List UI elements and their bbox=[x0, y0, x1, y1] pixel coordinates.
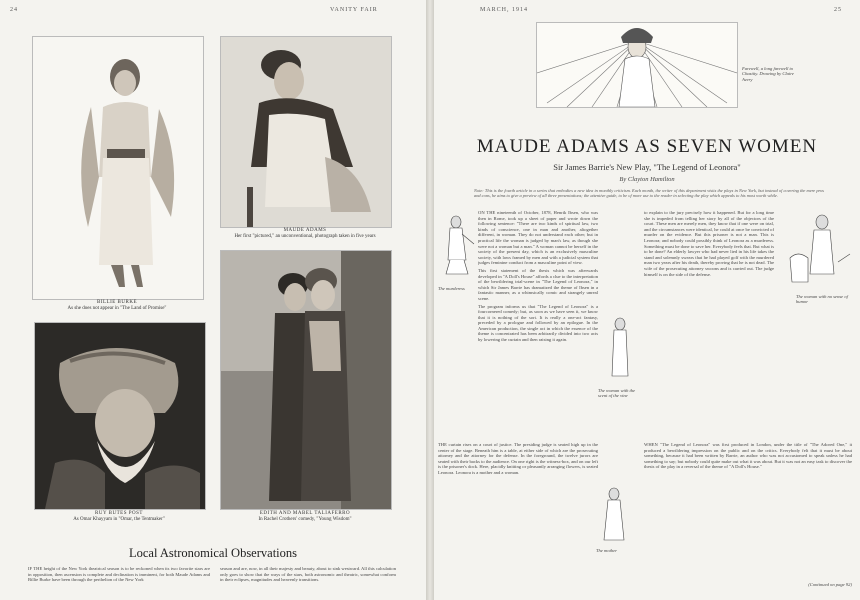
sketch-scent-vine bbox=[604, 316, 636, 386]
caption-scent-vine: The woman with the scent of the vine bbox=[598, 388, 636, 399]
banner-caption: Farewell, a long farewell to Chastity. Drawing by Claire Avery bbox=[742, 66, 794, 82]
photo-taliaferro-sisters bbox=[220, 250, 392, 510]
editor-note: Note: This is the fourth article in a series that embodies a new idea in monthly criticism. Each month, the writer of this department visits the plays in New York, but instead of covering the mere pros and cons, he aims to give a preview of all three presentations; the attentive guide, to be of more use to the reader in selecting the play which appeals to his most worth while. bbox=[474, 188, 824, 199]
article-column-2b: WHEN "The Legend of Leonora" was first produced in London, under the title of "The Adored One," it produced a bewildering impression on the public and on the critics. Everybody felt that it must be about something, because it had been written by Barrie, an author who was not accustomed to speak unless he had something to say; but nobody could quite make out what it was about. But it was not an easy task to discover the thesis of the play in a reversal of the theme of "A Doll's House." bbox=[644, 442, 852, 470]
subhead: Sir James Barrie's New Play, "The Legend of Leonora" bbox=[553, 162, 741, 172]
sketch-mother bbox=[596, 486, 636, 546]
caption-maude-adams-text: Her first "pictured," an unconventional, photograph taken in five years bbox=[234, 234, 376, 239]
caption-taliaferro bbox=[220, 511, 390, 523]
maude-adams-portrait bbox=[221, 37, 391, 227]
article-column-2: to explain to the jury precisely how it happened. But for a long time she is impeded from telling her story by all of the objectors of the court. These men are merely men, they know that if one were on trial, and the circumstances were identical, he could at once be convicted of murder on the evidence. But this prisoner is not a man. This is Leonora; and nobody could possibly think of Leonora as a murderess. Something must be done to save her. Everybody feels that. But what is to be done? An elderly lawyer who had never lied in his life takes the stand and solemnly swears that he had played golf with the murdered man two years after his death, thereby proving that he is not dead. The wife of the prosecuting attorney swoons and is carried out. The judge himself is on the side of the defense. bbox=[644, 210, 774, 277]
article-title-astronomical: Local Astronomical Observations bbox=[128, 546, 298, 560]
caption-billie-burke-text: As she does not appear in "The Land of Promise" bbox=[67, 306, 167, 311]
col1-paragraph-3: The program informs us that "The Legend of Leonora" is a fourcornered comedy; but, as soon as we have seen it, we know that it is nothing of the sort. It is really a one-act fantasy, preceded by a prologue and followed by an epilogue. In the American production, the single act in which the essence of the theme is concentrated has been arbitrarily divided into two acts by lowering the curtain and then raising it again. bbox=[478, 303, 598, 343]
caption-ruy-butes-post-text: As Omar Khayyam in "Omar, the Tentmaker" bbox=[73, 517, 165, 522]
caption-ruy-butes-post bbox=[34, 511, 204, 523]
page-number-left: 24 bbox=[10, 7, 18, 13]
caption-no-humor: The woman with no sense of humor bbox=[796, 294, 848, 305]
chastity-drawing bbox=[537, 23, 737, 107]
sketch-no-humor bbox=[784, 212, 854, 292]
caption-ruy-butes-post-name: RUY BUTES POST bbox=[95, 511, 143, 516]
headline: MAUDE ADAMS AS SEVEN WOMEN bbox=[476, 136, 818, 157]
photo-maude-adams bbox=[220, 36, 392, 228]
caption-maude-adams bbox=[220, 228, 390, 240]
caption-taliaferro-name: EDITH AND MABEL TALIAFERRO bbox=[259, 511, 351, 516]
taliaferro-portrait bbox=[221, 251, 391, 509]
caption-billie-burke bbox=[32, 300, 202, 312]
continued-note: (Continued on page 92) bbox=[808, 582, 852, 587]
article-column-1b: THE curtain rises on a court of justice. The presiding judge is seated high up in the center of the stage. Beneath him is a table, at either side of which are the prosecuting attorney and the attorney for the defense. In the foreground, the twelve jurors are seated with their backs to the audience. On one right is the witness-box, and on our left is the prisoner's dock. Here, placidly knitting or pleasantly arranging flowers, is seated Leonora. Leonora is a mother and a woman. bbox=[438, 442, 598, 475]
photo-ruy-butes-post bbox=[34, 322, 206, 510]
caption-billie-burke-name: BILLIE BURKE bbox=[96, 300, 138, 305]
photo-billie-burke bbox=[32, 36, 204, 300]
left-page bbox=[0, 0, 426, 600]
issue-date: MARCH, 1914 bbox=[480, 7, 529, 13]
caption-taliaferro-text: In Rachel Crothers' comedy, "Young Wisdom" bbox=[258, 517, 352, 522]
page-number-right: 25 bbox=[834, 7, 842, 13]
sketch-murderess bbox=[440, 214, 478, 284]
page-gutter bbox=[426, 0, 434, 600]
right-page bbox=[434, 0, 860, 600]
billie-burke-portrait bbox=[33, 37, 203, 299]
omar-khayyam-portrait bbox=[35, 323, 205, 509]
caption-mother: The mother bbox=[596, 548, 618, 553]
byline: By Clayton Hamilton bbox=[619, 176, 675, 183]
magazine-title: VANITY FAIR bbox=[330, 7, 378, 13]
banner-drawing bbox=[536, 22, 738, 108]
caption-murderess: The murderess bbox=[438, 286, 465, 291]
astronomical-column-1: IF THE height of the New York theatrical season is to be reckoned when its two favorite stars are in opposition, then ascension is complete and declination is imminent, for both Maude Adams and Billie Burke have been through the perihelion of the New York bbox=[28, 566, 210, 583]
caption-maude-adams-name: MAUDE ADAMS bbox=[283, 228, 327, 233]
col1-paragraph-2: This first statement of the thesis which was afterwards developed in "A Doll's House" affords a clue to the interpretation of the bewildering trial-scene in "The Legend of Leonora," in which Sir James Barrie has dramatized the theme of Ibsen in a fantastic manner, as a whimsically comic and strangely unreal scene. bbox=[478, 267, 598, 301]
col1-paragraph-1: ON THE nineteenth of October, 1878, Henrik Ibsen, who was then in Rome, took up a sheet of paper and wrote down the following sentence: "There are two kinds of spiritual law, two kinds of conscience, one in man and another, altogether different, in woman. They do not understand each other; but in practical life the woman is judged by man's law, as though she were not a woman but a man." A woman cannot be herself in the society of the present day, which is an exclusively masculine society, with laws framed by men and with a judicial system that judges feminine conduct from a masculine point of view. bbox=[478, 210, 598, 266]
astronomical-column-2: season and are, now, in all their majesty and beauty, about to sink westward. All this calculation only goes to show that the ways of the stars, both astronomic and theatric, somewhat conform in their eclipses, magnitudes and heavenly transitions. bbox=[220, 566, 396, 583]
article-column-1 bbox=[478, 210, 598, 438]
